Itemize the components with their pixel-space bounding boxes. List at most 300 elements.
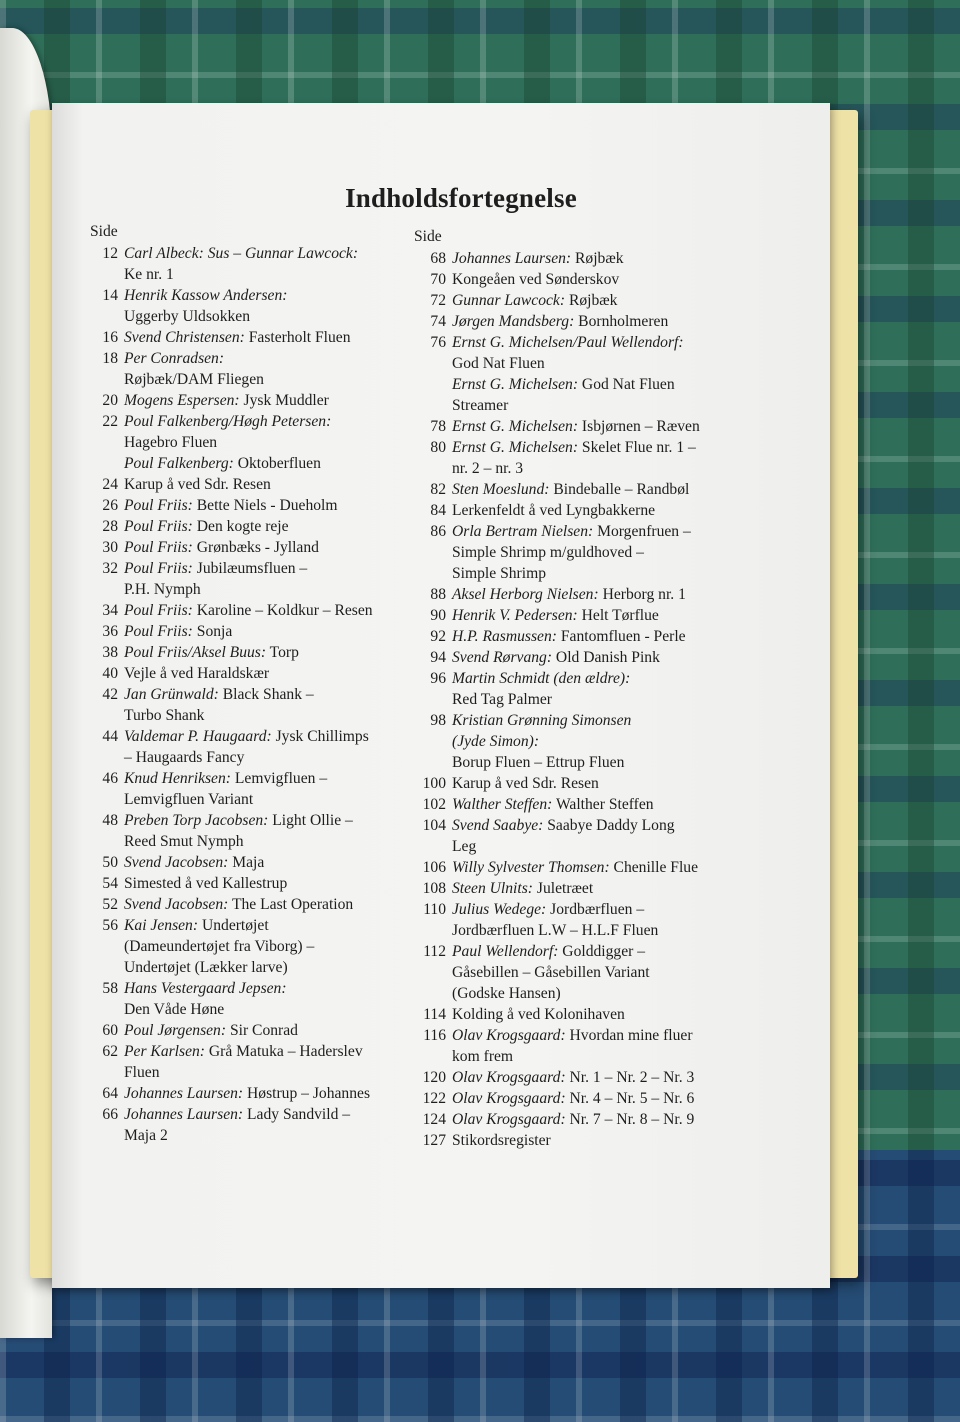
entry-text	[124, 684, 420, 726]
entry-line	[124, 831, 420, 852]
fly-title: God Nat Fluen	[452, 355, 545, 372]
entry-line	[452, 290, 744, 311]
entry-text	[124, 495, 420, 516]
page-number: 36	[102, 623, 118, 640]
toc-entry	[90, 327, 420, 348]
fly-title: Fantomfluen - Perle	[556, 628, 686, 645]
page-number: 120	[422, 1069, 446, 1086]
toc-entry	[414, 1088, 744, 1109]
fly-title: Lemvigfluen Variant	[124, 791, 254, 808]
fly-title: nr. 2 – nr. 3	[452, 460, 524, 477]
entry-text	[452, 584, 744, 605]
entry-text	[452, 248, 744, 269]
author-name: Johannes Laursen:	[452, 250, 572, 267]
page-number: 98	[430, 712, 446, 729]
entry-line	[452, 1130, 744, 1151]
fly-title: Jubilæumsfluen –	[192, 560, 308, 577]
toc-entry	[414, 1130, 744, 1151]
entry-text	[124, 516, 420, 537]
entry-text	[124, 978, 420, 1020]
entry-text	[124, 768, 420, 810]
entry-line	[452, 269, 744, 290]
page-number: 22	[102, 413, 118, 430]
toc-entry	[414, 794, 744, 815]
entry-line	[124, 579, 420, 600]
toc-entry	[414, 773, 744, 794]
page-number: 60	[102, 1022, 118, 1039]
author-name: Preben Torp Jacobsen:	[124, 812, 269, 829]
fly-title: Bette Niels - Dueholm	[192, 497, 338, 514]
entry-text	[452, 857, 744, 878]
author-name: Poul Friis:	[124, 560, 193, 577]
fly-title: Light Ollie –	[268, 812, 353, 829]
fly-title: Golddigger –	[558, 943, 646, 960]
author-name: Kristian Grønning Simonsen	[452, 712, 632, 729]
entry-text	[452, 416, 744, 437]
entry-text	[452, 1067, 744, 1088]
entry-line	[452, 941, 744, 962]
author-name: Poul Friis:	[124, 623, 193, 640]
fly-title: Jysk Chillimps	[271, 728, 369, 745]
toc-entry	[90, 684, 420, 726]
fly-title: Karup å ved Sdr. Resen	[124, 476, 271, 493]
entry-line	[452, 920, 744, 941]
entry-text	[452, 1109, 744, 1130]
fly-title: Den kogte reje	[192, 518, 289, 535]
author-name: Ernst G. Michelsen:	[452, 376, 579, 393]
entry-text	[124, 558, 420, 600]
toc-entry	[90, 285, 420, 327]
left-column	[90, 221, 420, 1146]
fly-title: Uggerby Uldsokken	[124, 308, 251, 325]
fly-title: Karup å ved Sdr. Resen	[452, 775, 599, 792]
entry-line	[124, 957, 420, 978]
entry-line	[124, 1062, 420, 1083]
fly-title: Oktoberfluen	[233, 455, 321, 472]
author-name: Aksel Herborg Nielsen:	[452, 586, 599, 603]
fly-title: The Last Operation	[228, 896, 354, 913]
entry-line	[124, 453, 420, 474]
toc-entry	[90, 1104, 420, 1146]
fly-title: Lemvigfluen –	[230, 770, 328, 787]
toc-entry	[414, 311, 744, 332]
entry-text	[452, 899, 744, 941]
page-number: 46	[102, 770, 118, 787]
fly-title: God Nat Fluen	[578, 376, 675, 393]
toc-entry	[90, 621, 420, 642]
fly-title: Grå Matuka – Haderslev	[205, 1043, 363, 1060]
entry-line	[452, 962, 744, 983]
author-name: Orla Bertram Nielsen:	[452, 523, 594, 540]
entry-text	[124, 537, 420, 558]
toc-entry	[90, 873, 420, 894]
page-number: 40	[102, 665, 118, 682]
contents-page	[52, 103, 830, 1288]
entry-line	[452, 1046, 744, 1067]
page-number: 124	[422, 1111, 446, 1128]
entry-line	[452, 353, 744, 374]
entry-line	[452, 605, 744, 626]
author-name: Sten Moeslund:	[452, 481, 550, 498]
fly-title: Maja 2	[124, 1127, 168, 1144]
toc-entry	[414, 500, 744, 521]
fly-title: Høstrup – Johannes	[243, 1085, 371, 1102]
toc-entry	[90, 663, 420, 684]
entry-line	[452, 815, 744, 836]
page-number: 92	[430, 628, 446, 645]
page-number: 116	[423, 1027, 446, 1044]
entry-line	[124, 432, 420, 453]
entry-line	[452, 836, 744, 857]
right-entries	[414, 248, 744, 1151]
fly-title: Jordbærfluen –	[546, 901, 645, 918]
entry-text	[452, 500, 744, 521]
page-number: 28	[102, 518, 118, 535]
entry-text	[452, 605, 744, 626]
toc-entry	[90, 474, 420, 495]
entry-text	[124, 1020, 420, 1041]
entry-line	[124, 873, 420, 894]
entry-line	[124, 894, 420, 915]
toc-entry	[414, 437, 744, 479]
author-name: H.P. Rasmussen:	[452, 628, 557, 645]
entry-line	[452, 857, 744, 878]
fly-title: Walther Steffen	[552, 796, 654, 813]
fly-title: Simested å ved Kallestrup	[124, 875, 288, 892]
toc-entry	[414, 290, 744, 311]
entry-text	[452, 479, 744, 500]
fly-title: – Haugaards Fancy	[124, 749, 245, 766]
page-number: 42	[102, 686, 118, 703]
toc-entry	[414, 1004, 744, 1025]
page-number: 54	[102, 875, 118, 892]
fly-title: Ke nr. 1	[124, 266, 174, 283]
fly-title: Grønbæks - Jylland	[192, 539, 319, 556]
entry-line	[124, 348, 420, 369]
entry-line	[124, 810, 420, 831]
entry-line	[452, 332, 744, 353]
author-name: Walther Steffen:	[452, 796, 553, 813]
toc-entry	[414, 878, 744, 899]
fly-title: Helt Tørflue	[577, 607, 659, 624]
author-name: Olav Krogsgaard:	[452, 1027, 566, 1044]
fly-title: Saabye Daddy Long	[543, 817, 675, 834]
toc-entry	[414, 647, 744, 668]
entry-text	[124, 894, 420, 915]
entry-text	[452, 290, 744, 311]
page-number: 110	[423, 901, 446, 918]
entry-line	[124, 936, 420, 957]
page-number: 68	[430, 250, 446, 267]
entry-text	[452, 710, 744, 773]
fly-title: Black Shank –	[218, 686, 314, 703]
entry-line	[452, 458, 744, 479]
fly-title: Fasterholt Fluen	[244, 329, 351, 346]
page-number: 88	[430, 586, 446, 603]
left-entries	[90, 243, 420, 1146]
fly-title: (Dameundertøjet fra Viborg) –	[124, 938, 315, 955]
page-number: 100	[422, 775, 446, 792]
entry-text	[452, 815, 744, 857]
toc-entry	[90, 894, 420, 915]
toc-entry	[414, 899, 744, 941]
page-number: 20	[102, 392, 118, 409]
entry-line	[124, 642, 420, 663]
entry-line	[124, 621, 420, 642]
page-number: 26	[102, 497, 118, 514]
fly-title: Nr. 4 – Nr. 5 – Nr. 6	[565, 1090, 695, 1107]
toc-entry	[90, 1041, 420, 1083]
fly-title: Røjbæk/DAM Fliegen	[124, 371, 264, 388]
entry-line	[124, 558, 420, 579]
author-name: Johannes Laursen:	[124, 1106, 244, 1123]
page-number: 18	[102, 350, 118, 367]
page-number: 94	[430, 649, 446, 666]
entry-line	[452, 479, 744, 500]
entry-line	[124, 768, 420, 789]
entry-line	[452, 500, 744, 521]
entry-text	[124, 1104, 420, 1146]
toc-entry	[414, 521, 744, 584]
fly-title: Bindeballe – Randbøl	[549, 481, 690, 498]
author-name: Ernst G. Michelsen/Paul Wellendorf:	[452, 334, 684, 351]
entry-text	[124, 327, 420, 348]
page-number: 32	[102, 560, 118, 577]
page-number: 122	[422, 1090, 446, 1107]
fly-title: Streamer	[452, 397, 509, 414]
entry-line	[452, 1025, 744, 1046]
entry-line	[452, 437, 744, 458]
fly-title: Skelet Flue nr. 1 –	[578, 439, 696, 456]
page-number: 78	[430, 418, 446, 435]
entry-text	[124, 1041, 420, 1083]
page-number: 12	[102, 245, 118, 262]
fly-title: Herborg nr. 1	[598, 586, 686, 603]
toc-entry	[90, 1083, 420, 1104]
author-name: Carl Albeck: Sus – Gunnar Lawcock:	[124, 245, 359, 262]
entry-line	[124, 852, 420, 873]
entry-text	[124, 621, 420, 642]
entry-line	[124, 390, 420, 411]
toc-entry	[90, 243, 420, 285]
toc-entry	[90, 600, 420, 621]
fly-title: Borup Fluen – Ettrup Fluen	[452, 754, 625, 771]
fly-title: Nr. 7 – Nr. 8 – Nr. 9	[565, 1111, 695, 1128]
toc-entry	[90, 411, 420, 474]
page-number: 80	[430, 439, 446, 456]
toc-entry	[90, 768, 420, 810]
fly-title: Simple Shrimp m/guldhoved –	[452, 544, 644, 561]
author-name: Steen Ulnits:	[452, 880, 533, 897]
entry-line	[124, 1104, 420, 1125]
author-name: Svend Rørvang:	[452, 649, 553, 666]
page-number: 82	[430, 481, 446, 498]
entry-line	[452, 710, 744, 731]
toc-entry	[414, 668, 744, 710]
entry-line	[124, 978, 420, 999]
fly-title: Røjbæk	[571, 250, 624, 267]
entry-line	[124, 264, 420, 285]
toc-entry	[90, 348, 420, 390]
page-number: 34	[102, 602, 118, 619]
fly-title: Nr. 1 – Nr. 2 – Nr. 3	[565, 1069, 695, 1086]
fly-title: Juletræet	[532, 880, 594, 897]
entry-line	[452, 584, 744, 605]
entry-text	[124, 663, 420, 684]
page-number: 84	[430, 502, 446, 519]
entry-text	[452, 626, 744, 647]
author-name: Henrik V. Pedersen:	[452, 607, 578, 624]
entry-line	[452, 311, 744, 332]
entry-text	[452, 647, 744, 668]
entry-line	[124, 306, 420, 327]
page-number: 102	[422, 796, 446, 813]
page-number: 14	[102, 287, 118, 304]
fly-title: Jordbærfluen L.W – H.L.F Fluen	[452, 922, 659, 939]
author-name: Kai Jensen:	[124, 917, 199, 934]
entry-line	[124, 705, 420, 726]
fly-title: Morgenfruen –	[593, 523, 691, 540]
fly-title: Undertøjet (Lække​r larve)	[124, 959, 288, 976]
page-number: 64	[102, 1085, 118, 1102]
entry-text	[124, 243, 420, 285]
entry-text	[124, 1083, 420, 1104]
entry-text	[452, 269, 744, 290]
page-number: 56	[102, 917, 118, 934]
toc-entry	[90, 852, 420, 873]
entry-text	[452, 437, 744, 479]
entry-text	[124, 474, 420, 495]
entry-line	[124, 285, 420, 306]
side-label: Side	[90, 223, 118, 240]
fly-title: Lerkenfeldt å ved Lyngbakkerne	[452, 502, 656, 519]
page-number: 96	[430, 670, 446, 687]
author-name: Johannes Laursen:	[124, 1085, 244, 1102]
fly-title: Sir Conrad	[226, 1022, 298, 1039]
toc-entry	[414, 1109, 744, 1130]
author-name: Poul Friis:	[124, 497, 193, 514]
page-number: 38	[102, 644, 118, 661]
author-name: Per Conradsen:	[124, 350, 225, 367]
fly-title: Sonja	[192, 623, 233, 640]
page-number: 104	[422, 817, 446, 834]
author-name: Svend Saabye:	[452, 817, 544, 834]
page-title: Indholdsfortegnelse	[345, 183, 577, 213]
fly-title: Maja	[228, 854, 265, 871]
entry-line	[124, 411, 420, 432]
fly-title: Bornholmeren	[574, 313, 669, 330]
author-name: Olav Krogsgaard:	[452, 1090, 566, 1107]
right-column	[414, 226, 744, 1151]
fly-title: Isbjørnen – Ræven	[578, 418, 700, 435]
fly-title: Hvordan mine fluer	[565, 1027, 693, 1044]
page-number: 108	[422, 880, 446, 897]
author-name: Svend Jacobsen:	[124, 854, 229, 871]
entry-line	[124, 369, 420, 390]
author-name: Paul Wellendorf:	[452, 943, 559, 960]
page-number: 76	[430, 334, 446, 351]
author-name: Poul Friis:	[124, 539, 193, 556]
page-number: 70	[430, 271, 446, 288]
author-name: Svend Christensen:	[124, 329, 245, 346]
entry-line	[452, 899, 744, 920]
fly-title: Kongeåen ved Sønderskov	[452, 271, 620, 288]
fly-title: Jysk Muddler	[239, 392, 329, 409]
entry-line	[452, 752, 744, 773]
page-number: 30	[102, 539, 118, 556]
toc-entry	[414, 815, 744, 857]
entry-line	[452, 1004, 744, 1025]
entry-line	[452, 983, 744, 1004]
toc-entry	[90, 810, 420, 852]
entry-text	[452, 668, 744, 710]
toc-entry	[414, 710, 744, 773]
entry-line	[452, 689, 744, 710]
entry-text	[452, 941, 744, 1004]
entry-line	[452, 773, 744, 794]
author-name: Valdemar P. Haugaard:	[124, 728, 272, 745]
entry-text	[124, 600, 420, 621]
fly-title: Fluen	[124, 1064, 160, 1081]
fly-title: Karoline – Koldkur – Resen	[192, 602, 373, 619]
page-number: 50	[102, 854, 118, 871]
author-name: Ernst G. Michelsen:	[452, 439, 579, 456]
entry-line	[124, 1041, 420, 1062]
toc-entry	[414, 605, 744, 626]
fly-title: P.H. Nymph	[124, 581, 201, 598]
toc-entry	[414, 584, 744, 605]
toc-entry	[90, 516, 420, 537]
toc-entry	[414, 857, 744, 878]
toc-entry	[414, 479, 744, 500]
entry-text	[452, 1130, 744, 1151]
entry-text	[452, 1088, 744, 1109]
entry-line	[452, 731, 744, 752]
entry-text	[124, 348, 420, 390]
toc-entry	[90, 390, 420, 411]
entry-line	[124, 684, 420, 705]
entry-line	[452, 1088, 744, 1109]
author-name: Knud Henriksen:	[124, 770, 231, 787]
toc-entry	[90, 537, 420, 558]
entry-line	[124, 915, 420, 936]
fly-title: Gåsebillen – Gåsebillen Variant	[452, 964, 650, 981]
toc-entry	[90, 558, 420, 600]
fly-title: Red Tag Palmer	[452, 691, 552, 708]
fly-title: Chenille Flue	[609, 859, 698, 876]
entry-text	[124, 873, 420, 894]
entry-line	[452, 794, 744, 815]
entry-line	[124, 747, 420, 768]
entry-line	[452, 878, 744, 899]
author-name: Gunnar Lawcock:	[452, 292, 566, 309]
page-number: 114	[423, 1006, 446, 1023]
author-name: (Jyde Simon):	[452, 733, 540, 750]
entry-line	[452, 563, 744, 584]
entry-line	[452, 626, 744, 647]
author-name: Poul Falkenberg/Høgh Petersen:	[124, 413, 332, 430]
entry-text	[452, 311, 744, 332]
toc-entry	[414, 248, 744, 269]
entry-text	[452, 521, 744, 584]
entry-line	[452, 668, 744, 689]
fly-title: Lady Sandvild –	[243, 1106, 351, 1123]
fly-title: Turbo Shank	[124, 707, 205, 724]
page-number: 90	[430, 607, 446, 624]
fly-title: Undertøjet	[198, 917, 269, 934]
author-name: Poul Falkenberg:	[124, 455, 234, 472]
fly-title: Den Våde Høne	[124, 1001, 225, 1018]
